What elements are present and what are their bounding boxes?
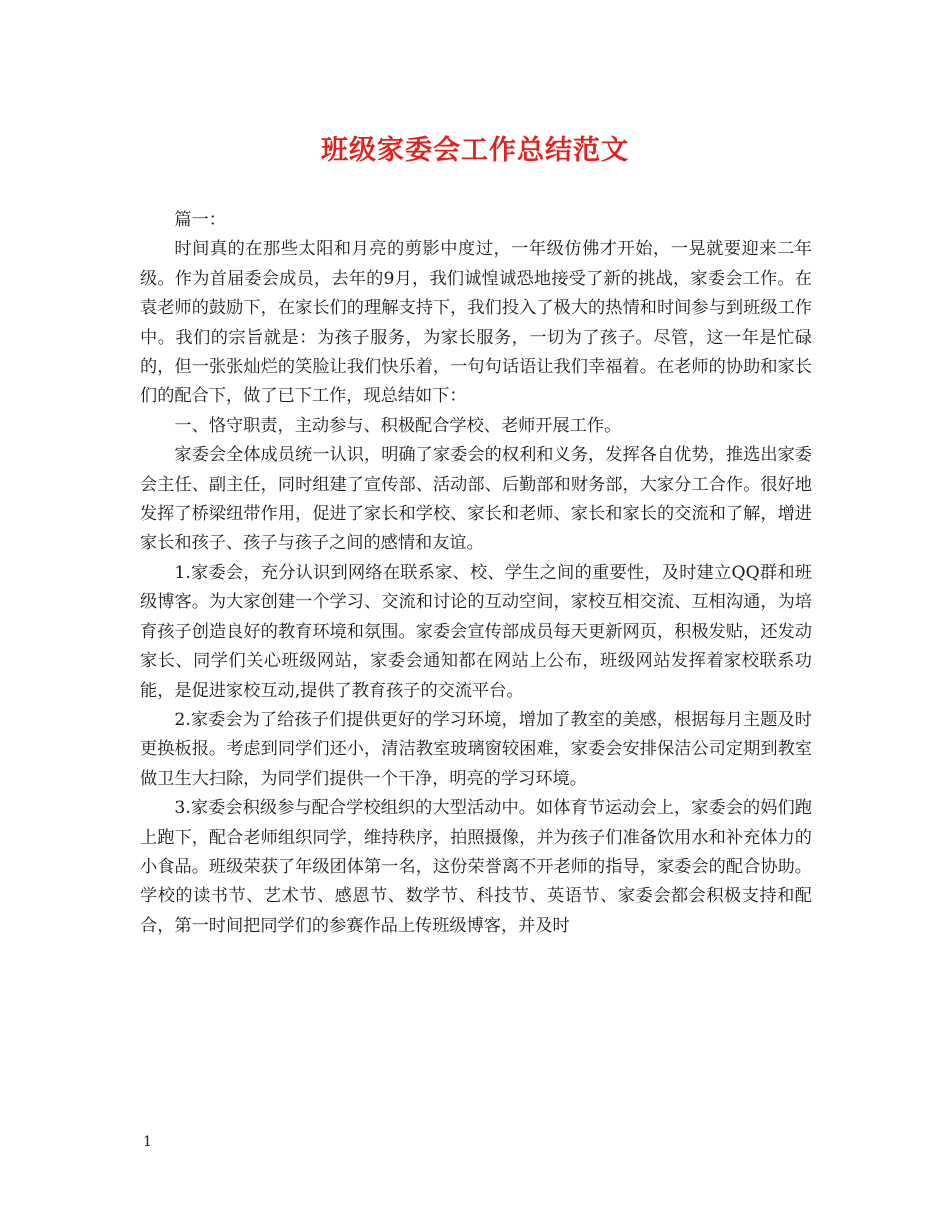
page-number: 1 bbox=[143, 1134, 152, 1150]
paragraph: 3.家委会积级参与配合学校组织的大型活动中。如体育节运动会上，家委会的妈们跑上跑下，配合老师组织同学，维持秩序，拍照摄像，并为孩子们准备饮用水和补充体力的小食品。班级荣获了年级团体第一名，这份荣誉离不开老师的指导，家委会的配合协助。学校的读书节、艺术节、感恩节、数学节、科技节、英语节、家委会都会积极支持和配合，第一时间把同学们的参赛作品上传班级博客，并及时 bbox=[140, 798, 812, 936]
document-title: 班级家委会工作总结范文 bbox=[321, 135, 629, 166]
paragraph: 家委会全体成员统一认识，明确了家委会的权利和义务，发挥各自优势，推选出家委会主任、副主任，同时组建了宣传部、活动部、后勤部和财务部，大家分工合作。很好地发挥了桥梁纽带作用，促进了家长和学校、家长和老师、家长和家长的交流和了解，增进家长和孩子、孩子与孩子之间的感情和友谊。 bbox=[140, 445, 812, 554]
paragraph: 时间真的在那些太阳和月亮的剪影中度过，一年级仿佛才开始，一晃就要迎来二年级。作为首届委会成员，去年的9月，我们诚惶诚恐地接受了新的挑战，家委会工作。在袁老师的鼓励下，在家长们的理解支持下，我们投入了极大的热情和时间参与到班级工作中。我们的宗旨就是：为孩子服务，为家长服务，一切为了孩子。尽管，这一年是忙碌的，但一张张灿烂的笑脸让我们快乐着，一句句话语让我们幸福着。在老师的协助和家长们的配合下，做了已下工作，现总结如下： bbox=[140, 239, 812, 407]
paragraph: 1.家委会，充分认识到网络在联系家、校、学生之间的重要性，及时建立QQ群和班级博客。为大家创建一个学习、交流和讨论的互动空间，家校互相交流、互相沟通，为培育孩子创造良好的教育环境和氛围。家委会宣传部成员每天更新网页，积极发贴，还发动家长、同学们关心班级网站，家委会通知都在网站上公布，班级网站发挥着家校联系功能，是促进家校互动,提供了教育孩子的交流平台。 bbox=[140, 562, 812, 701]
paragraph: 篇一： bbox=[174, 210, 226, 230]
document-body bbox=[140, 206, 812, 941]
paragraph: 2.家委会为了给孩子们提供更好的学习环境，增加了教室的美感，根据每月主题及时更换板报。考虑到同学们还小，清洁教室玻璃窗较困难，家委会安排保洁公司定期到教室做卫生大扫除，为同学们提供一个干净，明亮的学习环境。 bbox=[140, 709, 812, 789]
paragraph: 一、恪守职责，主动参与、积极配合学校、老师开展工作。 bbox=[174, 415, 622, 436]
